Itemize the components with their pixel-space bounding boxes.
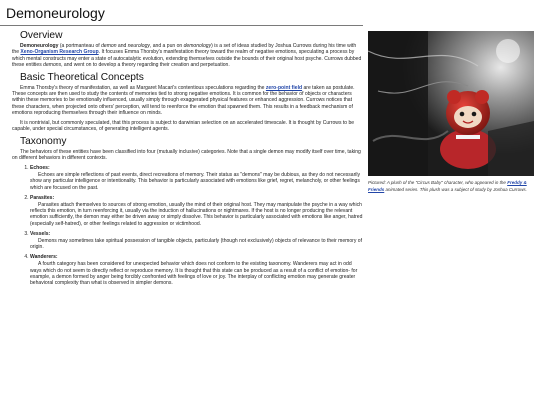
basic-concepts-heading: Basic Theoretical Concepts <box>20 71 144 83</box>
text-span: (a portmanteau of <box>58 43 102 49</box>
text-span: demons <box>43 61 62 68</box>
list-item <box>30 254 363 286</box>
freddy-friends-link[interactable]: Freddy & Friends <box>368 180 527 192</box>
page-title: Demoneurology <box>6 5 105 21</box>
overview-paragraph <box>12 43 363 68</box>
text-span: demonology <box>183 43 212 49</box>
basic-paragraph-2: It is nontrivial, but commonly speculated, that this process is subject to darwinian selection on an accelerated timescale. It is thought by Currows to be capable, under special circumstances, of generating intelligent agents. <box>12 119 355 132</box>
title-divider <box>0 25 363 26</box>
taxonomy-list <box>30 165 363 287</box>
list-item-title: 1. Echoes: <box>30 164 50 171</box>
term-demoneurology: Demoneurology <box>20 43 59 49</box>
text-span: and <box>116 43 128 49</box>
overview-heading: Overview <box>20 30 63 41</box>
text-span: . It focuses Emma Thorsby's manifestation theory toward the realm of negative emotions, speculating a process by which mental constructs may enter a state of autocatalytic evolution, extending themselves outside the bounds of their original host psyche. Currows dubbed these entities <box>12 49 362 68</box>
text-span: Emma Thorsby's theory of manifestation, as well as Margaret Macari's contentious speculations regarding the <box>20 84 266 91</box>
list-item-text: A fourth category has been considered for unexpected behavior which does not conform to the existing taxonomy. Wanderers may act in odd ways which do not seem to directly reflect or reproduce memory. It is thought that this state can be produced as a result of a conflict of emotion- for example, a demon formed by anger being forcibly confronted with feelings of love or joy. The interplay of conflicting emotion may generate greater behavioral complexity than what is observed in simpler demons. <box>30 261 358 287</box>
zero-point-field-link[interactable]: zero-point field <box>265 84 303 91</box>
text-span: , and went on to develop a theory regarding their creation and perpetuation. <box>61 61 230 68</box>
list-item-title: 4. Wanderers: <box>30 253 58 260</box>
text-span: , and a pun on <box>149 43 184 49</box>
text-span: ) is a set of ideas studied by Joshua Currows during his time with the <box>12 43 357 56</box>
text-span: animated series. This plush was a subject of study by Joshua Currows. <box>384 186 527 192</box>
text-span: neurology <box>127 43 150 49</box>
list-item <box>30 165 363 191</box>
list-item-text: Echoes are simple reflections of past events, direct recreations of memory. Their status as "demons" may be dubious, as they do not necessarily show any particular intelligence or intentionality. This behavior is particularly associated with emotions like grief, regret, melancholy, or other feelings which are focused on the past. <box>30 172 361 191</box>
list-item <box>30 231 363 251</box>
article-body <box>12 30 363 290</box>
list-item-title: 3. Vessels: <box>30 230 51 237</box>
list-item-text: Demons may sometimes take spiritual possession of tangible objects, particularly (though not exclusively) objects of relevance to their memory of origin. <box>30 237 362 251</box>
text-span: are taken as postulate. These concepts are then used to study the contents of memories tied to strong negative emotions. It is common for the behavior of objects or characters within these memories to be emotionally influenced, usually simply through exaggerated physical features or enhanced aggression. Currows notices that these characters, when projected onto others' perception, will tend to reenforce the emotion that spawned them. This results in a feedback mechanism of emotions reproducing themselves through their influence on minds. <box>12 84 355 116</box>
sidebar-figure <box>368 31 534 193</box>
list-item-text: Parasites attach themselves to sources of strong emotion, usually the mind of their original host. They may manipulate the psyche in a way which reflects this emotion, in turn reenforcing it, usually via the induction of hallucinations or nightmares. If the host is no longer producing the relevant emotion sufficiently, the demon may either be driven away or simply dissolve. This behavior is particularly associated with emotions like anger, hatred (especially self-hatred), or other feelings related to aggression or victimhood. <box>30 201 363 227</box>
xeno-organism-link[interactable]: Xeno-Organism Research Group <box>20 49 99 56</box>
plush-photo-image <box>368 31 534 176</box>
text-span: demon <box>101 43 117 49</box>
taxonomy-intro: The behaviors of these entities have been classified into four (mutually inclusive) categories. Note that a single demon may modify itself over time, taking on different behaviors in different contexts. <box>12 148 361 162</box>
taxonomy-heading: Taxonomy <box>20 135 67 147</box>
basic-paragraph-1 <box>12 85 363 116</box>
figure-caption <box>368 180 534 193</box>
text-span: Pictured: A plush of the "Circus Baby" character, who appeared in the <box>368 180 508 185</box>
list-item-title: 2. Parasites: <box>30 194 55 201</box>
list-item <box>30 195 363 227</box>
plush-photo <box>368 31 534 176</box>
